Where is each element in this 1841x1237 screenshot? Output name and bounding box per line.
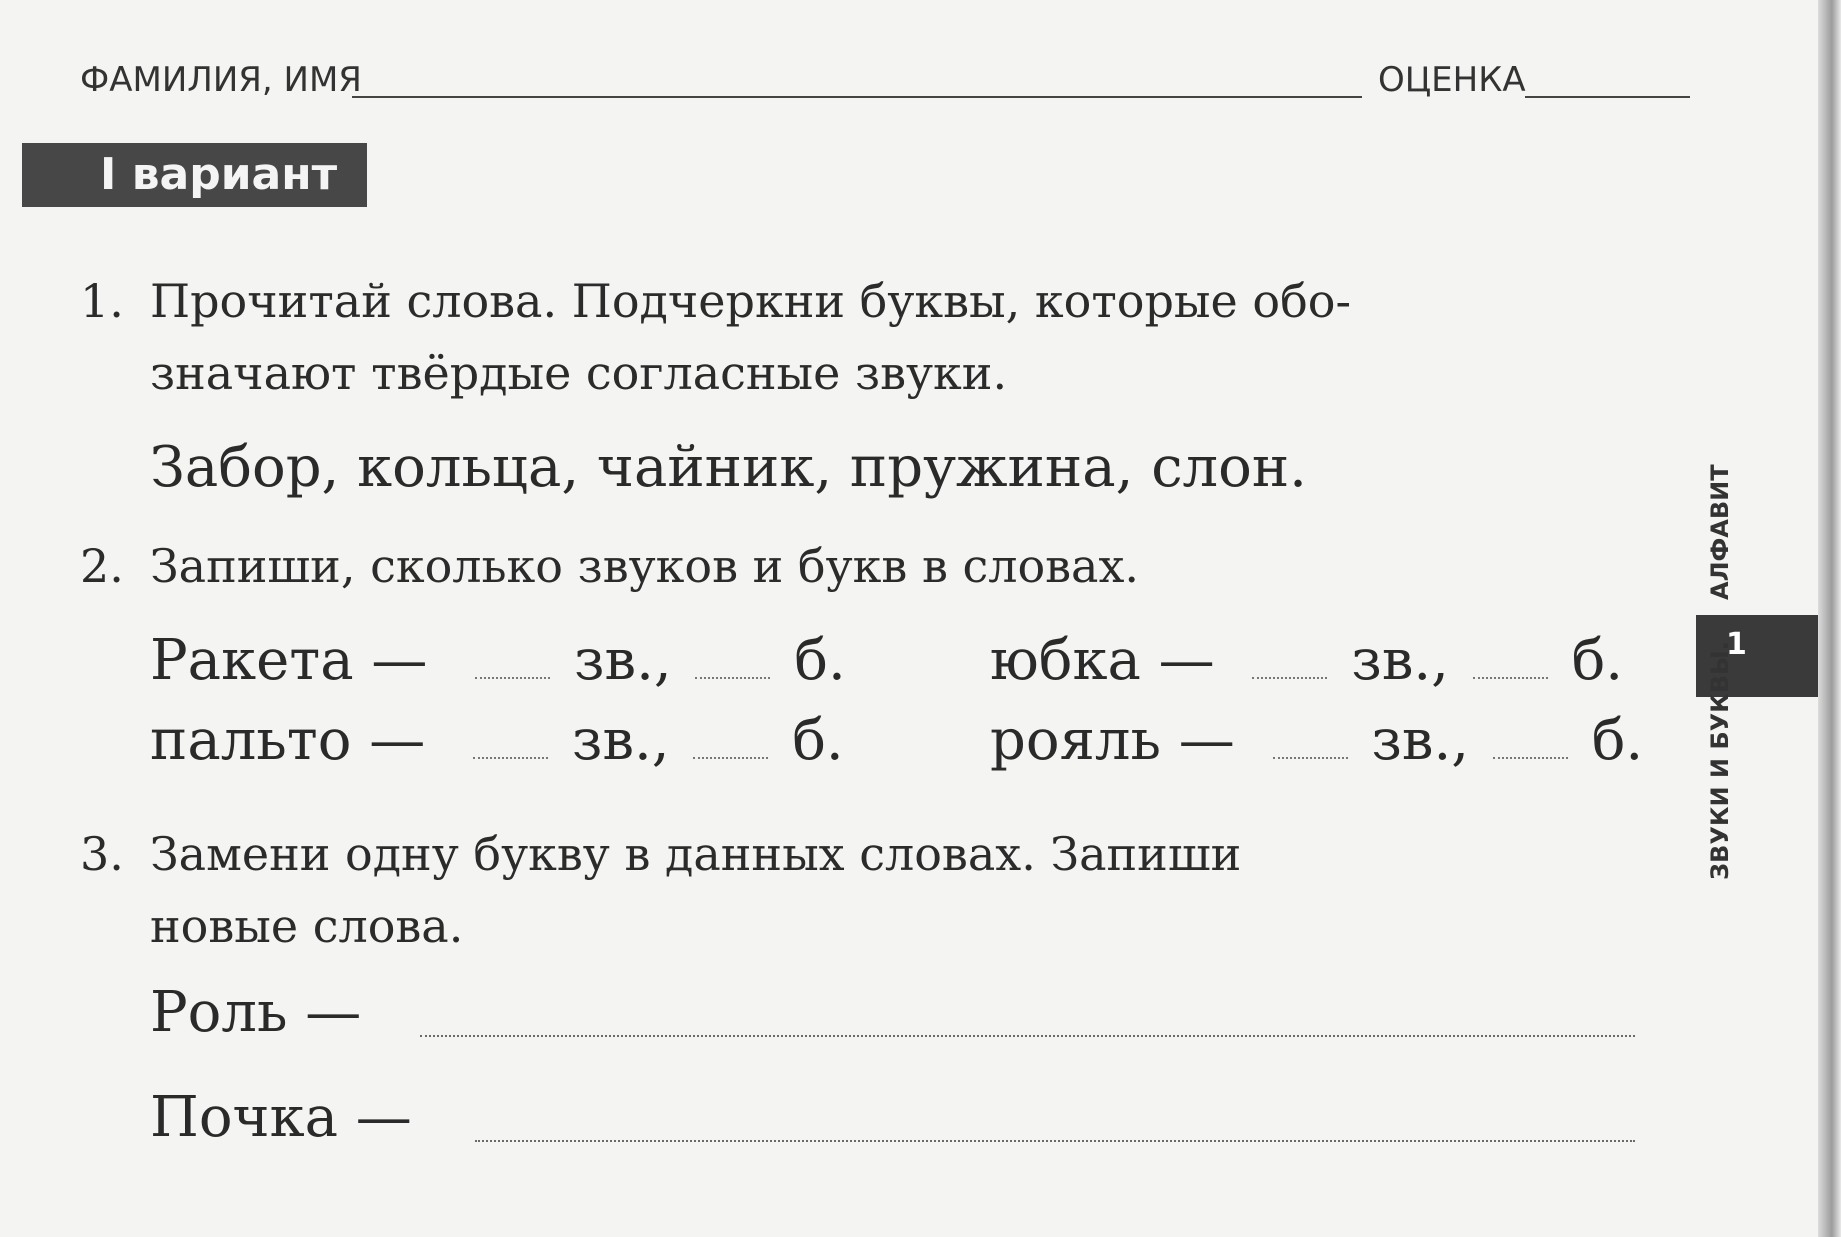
sounds-label: зв.,	[571, 708, 670, 773]
answer-line[interactable]	[475, 1140, 1635, 1142]
word: пальто —	[150, 708, 426, 773]
header	[80, 60, 1610, 110]
page-edge	[1818, 0, 1841, 1237]
task-text-line: Запиши, сколько звуков и букв в словах.	[150, 539, 1140, 593]
replace-word-row	[150, 1085, 412, 1150]
sounds-blank[interactable]	[1252, 637, 1327, 679]
sounds-label: зв.,	[574, 628, 672, 693]
replace-word-row	[150, 980, 361, 1045]
grade-field[interactable]	[1525, 96, 1690, 98]
word-count-row	[150, 708, 844, 773]
task-number: 2.	[80, 539, 124, 593]
letters-label: б.	[1571, 628, 1624, 693]
side-label-alphabet: АЛФАВИТ	[1706, 464, 1734, 600]
name-label: ФАМИЛИЯ, ИМЯ	[80, 60, 362, 100]
task-text-line: Прочитай слова. Подчеркни буквы, которые обо-	[150, 274, 1352, 328]
word: юбка —	[990, 628, 1215, 693]
sounds-blank[interactable]	[473, 717, 548, 759]
letters-label: б.	[792, 708, 844, 773]
task-number: 3.	[80, 827, 124, 881]
variant-label: I вариант	[22, 143, 367, 207]
chapter-number: 1	[1726, 627, 1747, 662]
letters-blank[interactable]	[1493, 717, 1568, 759]
word: Роль —	[150, 980, 362, 1045]
name-field[interactable]	[352, 96, 1362, 98]
sounds-label: зв.,	[1371, 708, 1470, 773]
sounds-label: зв.,	[1351, 628, 1449, 693]
task-text-line: значают твёрдые согласные звуки.	[150, 346, 1008, 400]
letters-label: б.	[794, 628, 846, 693]
word: Почка —	[150, 1085, 412, 1150]
letters-label: б.	[1591, 708, 1644, 773]
side-label-sounds: ЗВУКИ И БУКВЫ.	[1706, 640, 1734, 880]
task-1-words: Забор, кольца, чайник, пружина, слон.	[150, 435, 1307, 500]
word-count-row	[990, 708, 1643, 773]
task-text-line: Замени одну букву в данных словах. Запиши	[150, 827, 1242, 881]
word-count-row	[990, 628, 1623, 693]
letters-blank[interactable]	[695, 637, 770, 679]
sounds-blank[interactable]	[475, 637, 550, 679]
letters-blank[interactable]	[693, 717, 768, 759]
task-number: 1.	[80, 274, 124, 328]
word-count-row	[150, 628, 846, 693]
letters-blank[interactable]	[1473, 637, 1548, 679]
sounds-blank[interactable]	[1273, 717, 1348, 759]
word: рояль —	[990, 708, 1235, 773]
grade-label: ОЦЕНКА	[1378, 60, 1526, 100]
answer-line[interactable]	[420, 1035, 1635, 1037]
task-text-line: новые слова.	[150, 899, 464, 953]
word: Ракета —	[150, 628, 428, 693]
